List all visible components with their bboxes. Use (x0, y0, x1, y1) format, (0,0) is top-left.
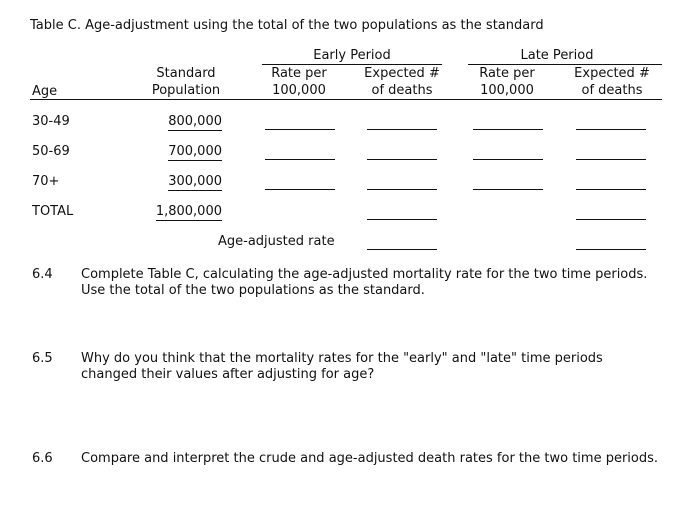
col-header-early-rate-1: Rate per (271, 66, 327, 81)
col-header-late-rate-1: Rate per (479, 66, 535, 81)
table-title: Table C. Age-adjustment using the total of the two populations as the standard (30, 18, 544, 33)
group-rule-early (262, 64, 442, 65)
question-number: 6.6 (32, 451, 53, 466)
row-age-50-69: 50-69 (32, 144, 70, 159)
col-header-late-exp-1: Expected # (574, 66, 650, 81)
blank-early-expected[interactable] (367, 159, 437, 160)
col-header-population: Population (151, 83, 221, 98)
blank-late-rate[interactable] (473, 189, 543, 190)
col-header-standard: Standard (156, 66, 216, 81)
blank-late-expected[interactable] (576, 189, 646, 190)
blank-late-expected[interactable] (576, 159, 646, 160)
blank-early-age-adjusted-rate[interactable] (367, 249, 437, 250)
blank-early-rate[interactable] (265, 129, 335, 130)
col-header-age: Age (32, 84, 58, 99)
group-header-early: Early Period (313, 48, 391, 63)
col-header-early-rate-2: 100,000 (272, 83, 326, 98)
row-population-50-69: 700,000 (168, 144, 222, 159)
row-age-70-plus: 70+ (32, 174, 60, 189)
col-header-late-exp-2: of deaths (581, 83, 643, 98)
group-header-late: Late Period (520, 48, 594, 63)
question-text: Compare and interpret the crude and age-adjusted death rates for the two time periods. (81, 451, 659, 466)
blank-early-expected[interactable] (367, 189, 437, 190)
row-population-30-49: 800,000 (168, 114, 222, 129)
row-population-total: 1,800,000 (155, 204, 222, 219)
blank-late-expected[interactable] (576, 129, 646, 130)
question-number: 6.5 (32, 351, 53, 366)
age-adjusted-rate-label: Age-adjusted rate (218, 234, 335, 249)
row-population-70-plus: 300,000 (168, 174, 222, 189)
row-age-30-49: 30-49 (32, 114, 70, 129)
blank-late-rate[interactable] (473, 159, 543, 160)
col-header-late-rate-2: 100,000 (480, 83, 534, 98)
col-header-early-exp-2: of deaths (371, 83, 433, 98)
blank-late-rate[interactable] (473, 129, 543, 130)
question-text: Complete Table C, calculating the age-adjusted mortality rate for the two time periods. Use the total of the two populations as the standard. (81, 267, 648, 298)
col-header-early-exp-1: Expected # (364, 66, 440, 81)
blank-early-rate[interactable] (265, 189, 335, 190)
group-rule-late (468, 64, 662, 65)
question-text: Why do you think that the mortality rates for the "early" and "late" time periods changed their values after adjusting for age? (81, 351, 603, 382)
question-number: 6.4 (32, 267, 53, 282)
blank-late-age-adjusted-rate[interactable] (576, 249, 646, 250)
blank-early-rate[interactable] (265, 159, 335, 160)
blank-early-expected-total[interactable] (367, 219, 437, 220)
header-rule (30, 99, 662, 100)
blank-early-expected[interactable] (367, 129, 437, 130)
row-age-total: TOTAL (32, 204, 74, 219)
blank-late-expected-total[interactable] (576, 219, 646, 220)
